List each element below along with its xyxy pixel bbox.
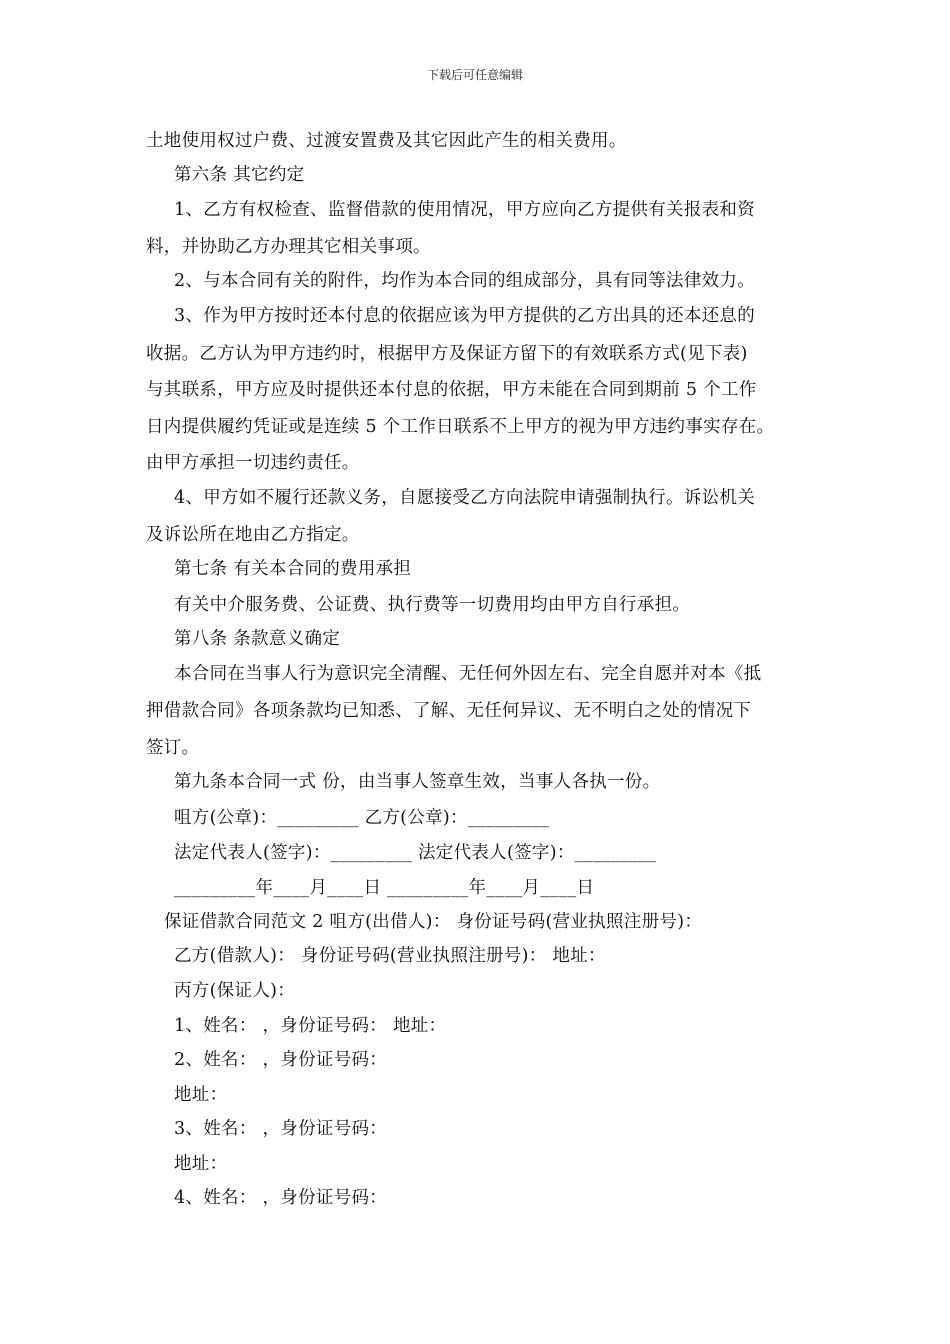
text-line: 2、姓名： ，身份证号码： [174,1050,388,1070]
section-heading: 第八条 条款意义确定 [174,629,341,649]
text-line: 第九条本合同一式 份，由当事人签章生效，当事人各执一份。 [174,772,661,792]
text-line: 收据。乙方认为甲方违约时，根据甲方及保证方留下的有效联系方式(见下表) [146,344,748,364]
text-line: 签订。 [146,738,200,758]
text-line: 押借款合同》各项条款均已知悉、了解、无任何异议、无不明白之处的情况下 [146,701,752,721]
text-line: 1、姓名： ，身份证号码： 地址： [174,1016,447,1036]
text-line: 本合同在当事人行为意识完全清醒、无任何外因左右、完全自愿并对本《抵 [174,664,762,684]
text-line: 有关中介服务费、公证费、执行费等一切费用均由甲方自行承担。 [174,595,691,615]
text-line: 地址： [174,1085,228,1105]
text-line: 3、作为甲方按时还本付息的依据应该为甲方提供的乙方出具的还本还息的 [174,306,756,326]
text-line: 日内提供履约凭证或是连续 5 个工作日联系不上甲方的视为甲方违约事实存在。 [146,417,775,437]
text-line: 由甲方承担一切违约责任。 [146,453,360,473]
text-line: 地址： [174,1154,228,1174]
section-heading: 第七条 有关本合同的费用承担 [174,559,412,579]
text-line: 料，并协助乙方办理其它相关事项。 [146,237,431,257]
text-line: 与其联系，甲方应及时提供还本付息的依据，甲方未能在合同到期前 5 个工作 [146,380,757,400]
text-line: 土地使用权过户费、过渡安置费及其它因此产生的相关费用。 [146,131,627,151]
date-line: _________年____月____日 _________年____月____日 [174,878,595,898]
text-line: 3、姓名： ，身份证号码： [174,1119,388,1139]
text-line: 保证借款合同范文 2 咀方(出借人)： 身份证号码(营业执照注册号)： [164,912,703,932]
signature-line: 法定代表人(签字)：_________ 法定代表人(签字)：_________ [174,843,657,863]
signature-line: 咀方(公章)：_________ 乙方(公章)：_________ [174,808,550,828]
text-line: 及诉讼所在地由乙方指定。 [146,525,360,545]
text-line: 丙方(保证人)： [174,981,296,1001]
text-line: 乙方(借款人)： 身份证号码(营业执照注册号)： 地址： [174,946,606,966]
text-line: 4、甲方如不履行还款义务，自愿接受乙方向法院申请强制执行。诉讼机关 [174,488,756,508]
text-line: 4、姓名： ，身份证号码： [174,1188,388,1208]
text-line: 2、与本合同有关的附件，均作为本合同的组成部分，具有同等法律效力。 [174,271,756,291]
page-header: 下载后可任意编辑 [426,68,523,82]
section-heading: 第六条 其它约定 [174,165,305,185]
text-line: 1、乙方有权检查、监督借款的使用情况，甲方应向乙方提供有关报表和资 [174,200,756,220]
